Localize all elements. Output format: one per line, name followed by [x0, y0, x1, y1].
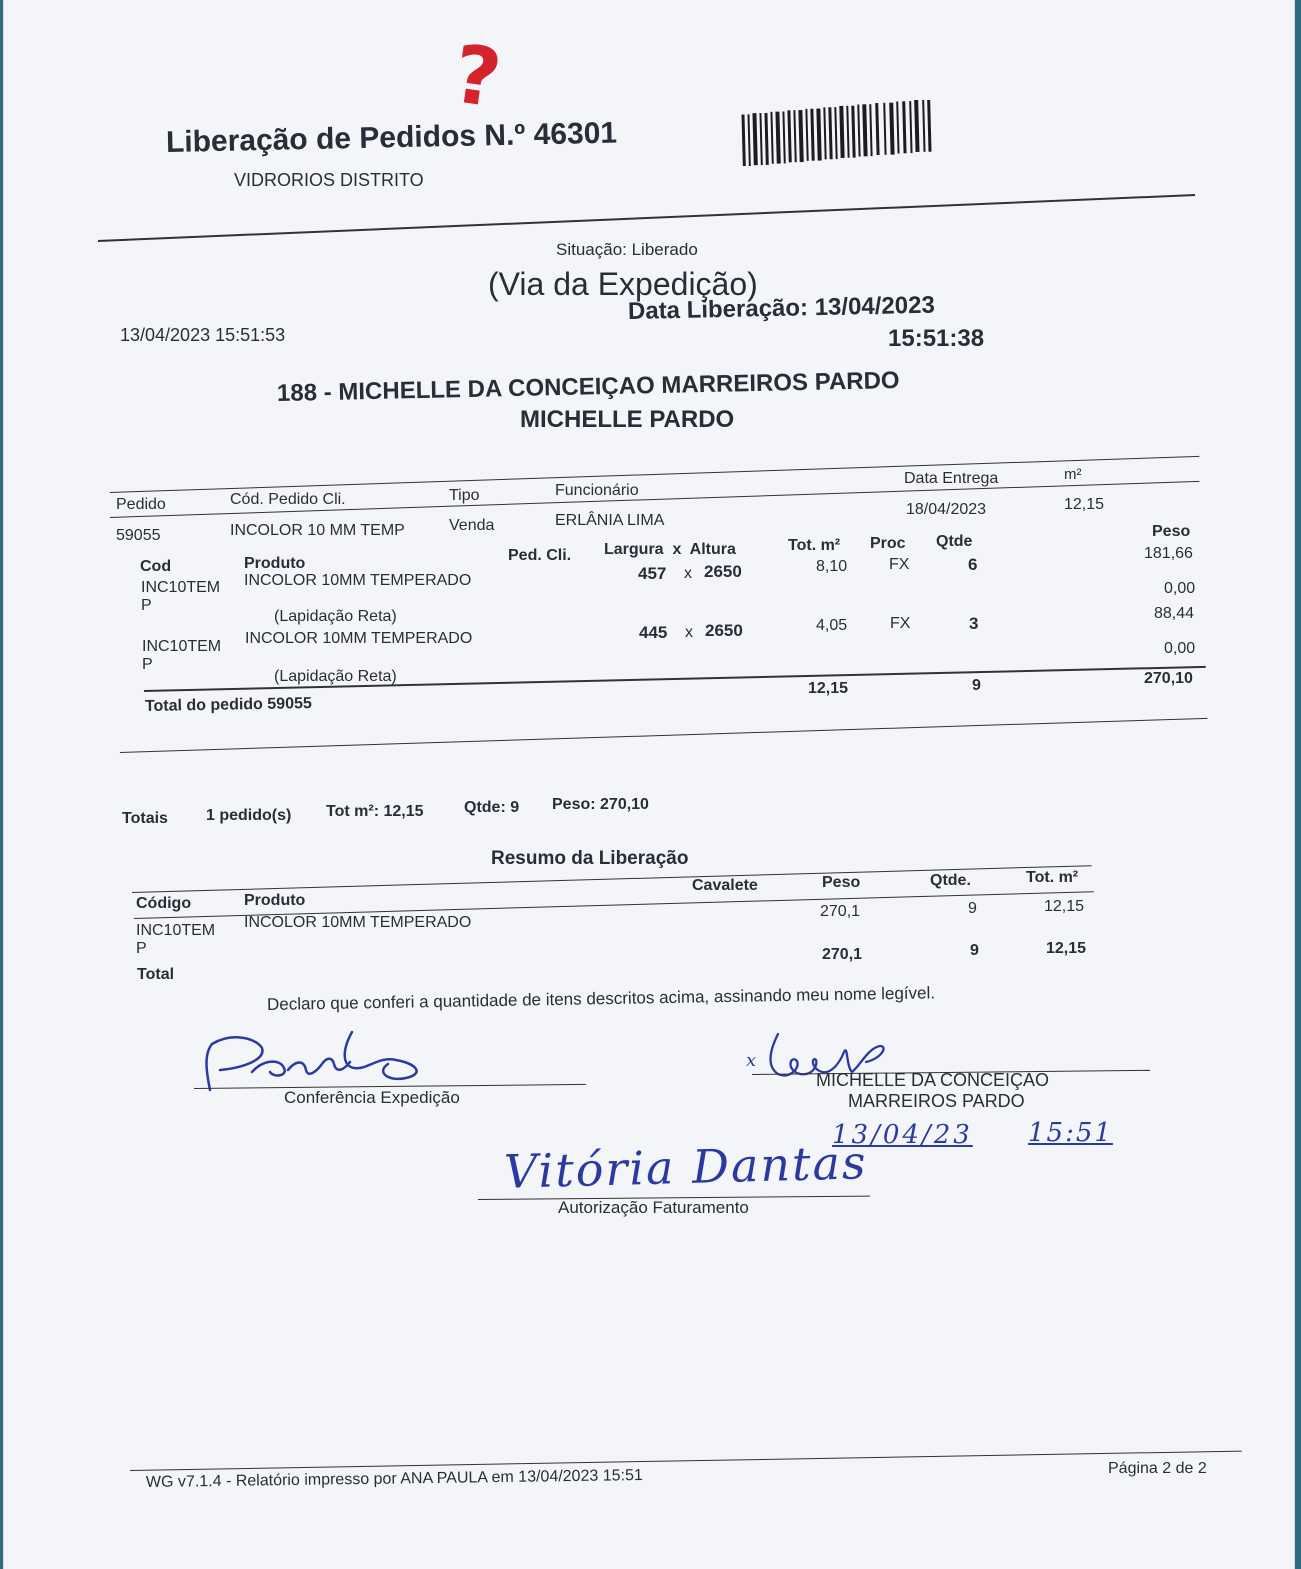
col-cod-pedido-cli: Cód. Pedido Cli.	[230, 491, 346, 508]
totals-qtde: Qtde: 9	[464, 799, 520, 816]
item-2-peso: 88,44	[1154, 605, 1195, 622]
item-1-sub: (Lapidação Reta)	[274, 608, 397, 625]
footer-printed-by: WG v7.1.4 - Relatório impresso por ANA PAULA em 13/04/2023 15:51	[145, 1467, 643, 1491]
totals-orders: 1 pedido(s)	[206, 807, 292, 824]
item-1-cod-line1: INC10TEM	[141, 579, 221, 596]
order-client-code: INCOLOR 10 MM TEMP	[230, 522, 405, 539]
barcode-icon	[740, 100, 940, 166]
release-date: Data Liberação: 13/04/2023	[627, 291, 936, 325]
item-2-proc: FX	[890, 615, 911, 632]
handwritten-question-mark: ?	[447, 27, 507, 126]
item-2-cod-line2: P	[142, 656, 153, 673]
item-2-qtde: 3	[969, 614, 979, 633]
summary-row-code-line1: INC10TEM	[136, 922, 216, 939]
item-1-tot-m2: 8,10	[816, 558, 848, 575]
items-col-produto: Produto	[244, 555, 306, 572]
col-pedido: Pedido	[116, 496, 166, 513]
items-col-peso: Peso	[1152, 523, 1191, 540]
faturamento-signature: Vitória Dantas	[503, 1135, 869, 1199]
item-2-peso-sub: 0,00	[1164, 640, 1196, 657]
client-signature-x: x	[746, 1050, 757, 1071]
items-col-proc: Proc	[870, 535, 906, 552]
item-2-x: x	[685, 624, 693, 641]
summary-row-tot-m2: 12,15	[1044, 898, 1085, 915]
declaration-text: Declaro que conferi a quantidade de itens descritos acima, assinando meu nome legível.	[266, 983, 936, 1014]
summary-row-code-line2: P	[136, 940, 147, 957]
summary-row-product: INCOLOR 10MM TEMPERADO	[244, 914, 472, 931]
handwritten-time: 15:51	[1028, 1118, 1113, 1148]
items-col-ped-cli: Ped. Cli.	[508, 547, 572, 564]
summary-row-peso: 270,1	[820, 903, 861, 920]
document-title: Liberação de Pedidos N.º 46301	[165, 116, 618, 159]
totals-m2: Tot m²: 12,15	[326, 803, 424, 820]
order-type: Venda	[449, 517, 495, 534]
client-short-name: MICHELLE PARDO	[520, 406, 735, 433]
client-signature-name-line2: MARREIROS PARDO	[848, 1091, 1025, 1111]
order-top-divider	[110, 456, 1199, 493]
item-1-qtde: 6	[968, 555, 978, 574]
item-2-tot-m2: 4,05	[816, 617, 848, 634]
item-2-product: INCOLOR 10MM TEMPERADO	[245, 630, 473, 647]
totals-peso: Peso: 270,10	[552, 796, 649, 813]
footer-page-number: Página 2 de 2	[1108, 1460, 1207, 1477]
item-2-largura: 445	[639, 623, 668, 642]
item-1-x: x	[684, 565, 692, 582]
summary-total-label: Total	[137, 966, 175, 983]
client-name: 188 - MICHELLE DA CONCEIÇAO MARREIROS PARDO	[276, 366, 900, 407]
item-2-altura: 2650	[705, 621, 743, 640]
item-1-proc: FX	[889, 556, 910, 573]
order-total-peso: 270,10	[1144, 670, 1193, 687]
header-divider	[98, 194, 1195, 242]
summary-col-tot-m2: Tot. m²	[1026, 869, 1079, 886]
summary-title: Resumo da Liberação	[491, 848, 689, 869]
summary-total-qtde: 9	[970, 942, 979, 959]
summary-total-tot-m2: 12,15	[1046, 940, 1087, 957]
status-text: Situação: Liberado	[556, 240, 698, 259]
item-1-altura: 2650	[704, 562, 742, 581]
item-1-product: INCOLOR 10MM TEMPERADO	[244, 572, 472, 589]
summary-col-peso: Peso	[822, 874, 861, 891]
summary-col-qtde: Qtde.	[930, 872, 971, 889]
footer-divider	[130, 1451, 1242, 1471]
summary-col-cavalete: Cavalete	[692, 877, 758, 894]
totals-label: Totais	[122, 810, 168, 827]
order-bottom-divider	[120, 718, 1207, 753]
item-1-cod-line2: P	[141, 597, 152, 614]
document-page	[4, 0, 1294, 1569]
item-2-sub: (Lapidação Reta)	[274, 668, 397, 685]
items-col-largura-altura: Largura x Altura	[604, 541, 736, 558]
item-1-largura: 457	[638, 564, 667, 583]
col-m2: m²	[1064, 466, 1082, 483]
order-total-qtde: 9	[972, 677, 981, 694]
order-m2: 12,15	[1064, 496, 1105, 513]
expedicao-label: Conferência Expedição	[284, 1088, 460, 1107]
order-number: 59055	[116, 527, 161, 544]
item-1-peso: 181,66	[1144, 545, 1193, 562]
items-col-cod: Cod	[140, 558, 172, 575]
print-timestamp: 13/04/2023 15:51:53	[120, 325, 286, 345]
summary-row-qtde: 9	[968, 900, 977, 917]
order-total-m2: 12,15	[808, 680, 849, 697]
order-employee: ERLÂNIA LIMA	[555, 512, 665, 529]
col-data-entrega: Data Entrega	[904, 470, 999, 487]
order-total-label: Total do pedido 59055	[144, 695, 312, 715]
items-col-tot-m2: Tot. m²	[788, 537, 841, 554]
order-delivery-date: 18/04/2023	[906, 501, 987, 518]
summary-total-peso: 270,1	[822, 946, 863, 963]
release-time: 15:51:38	[888, 325, 985, 352]
company-name: VIDRORIOS DISTRITO	[234, 170, 424, 190]
item-1-peso-sub: 0,00	[1164, 580, 1196, 597]
copy-label: (Via da Expedição)	[488, 266, 758, 302]
client-signature-name-line1: MICHELLE DA CONCEIÇAO	[816, 1070, 1050, 1090]
col-tipo: Tipo	[449, 487, 480, 504]
item-2-cod-line1: INC10TEM	[142, 638, 222, 655]
col-funcionario: Funcionário	[555, 482, 639, 499]
items-col-qtde: Qtde	[936, 533, 973, 550]
summary-col-produto: Produto	[244, 892, 306, 909]
summary-col-codigo: Código	[136, 895, 192, 912]
faturamento-label: Autorização Faturamento	[558, 1198, 749, 1217]
handwritten-date: 13/04/23	[832, 1120, 973, 1150]
